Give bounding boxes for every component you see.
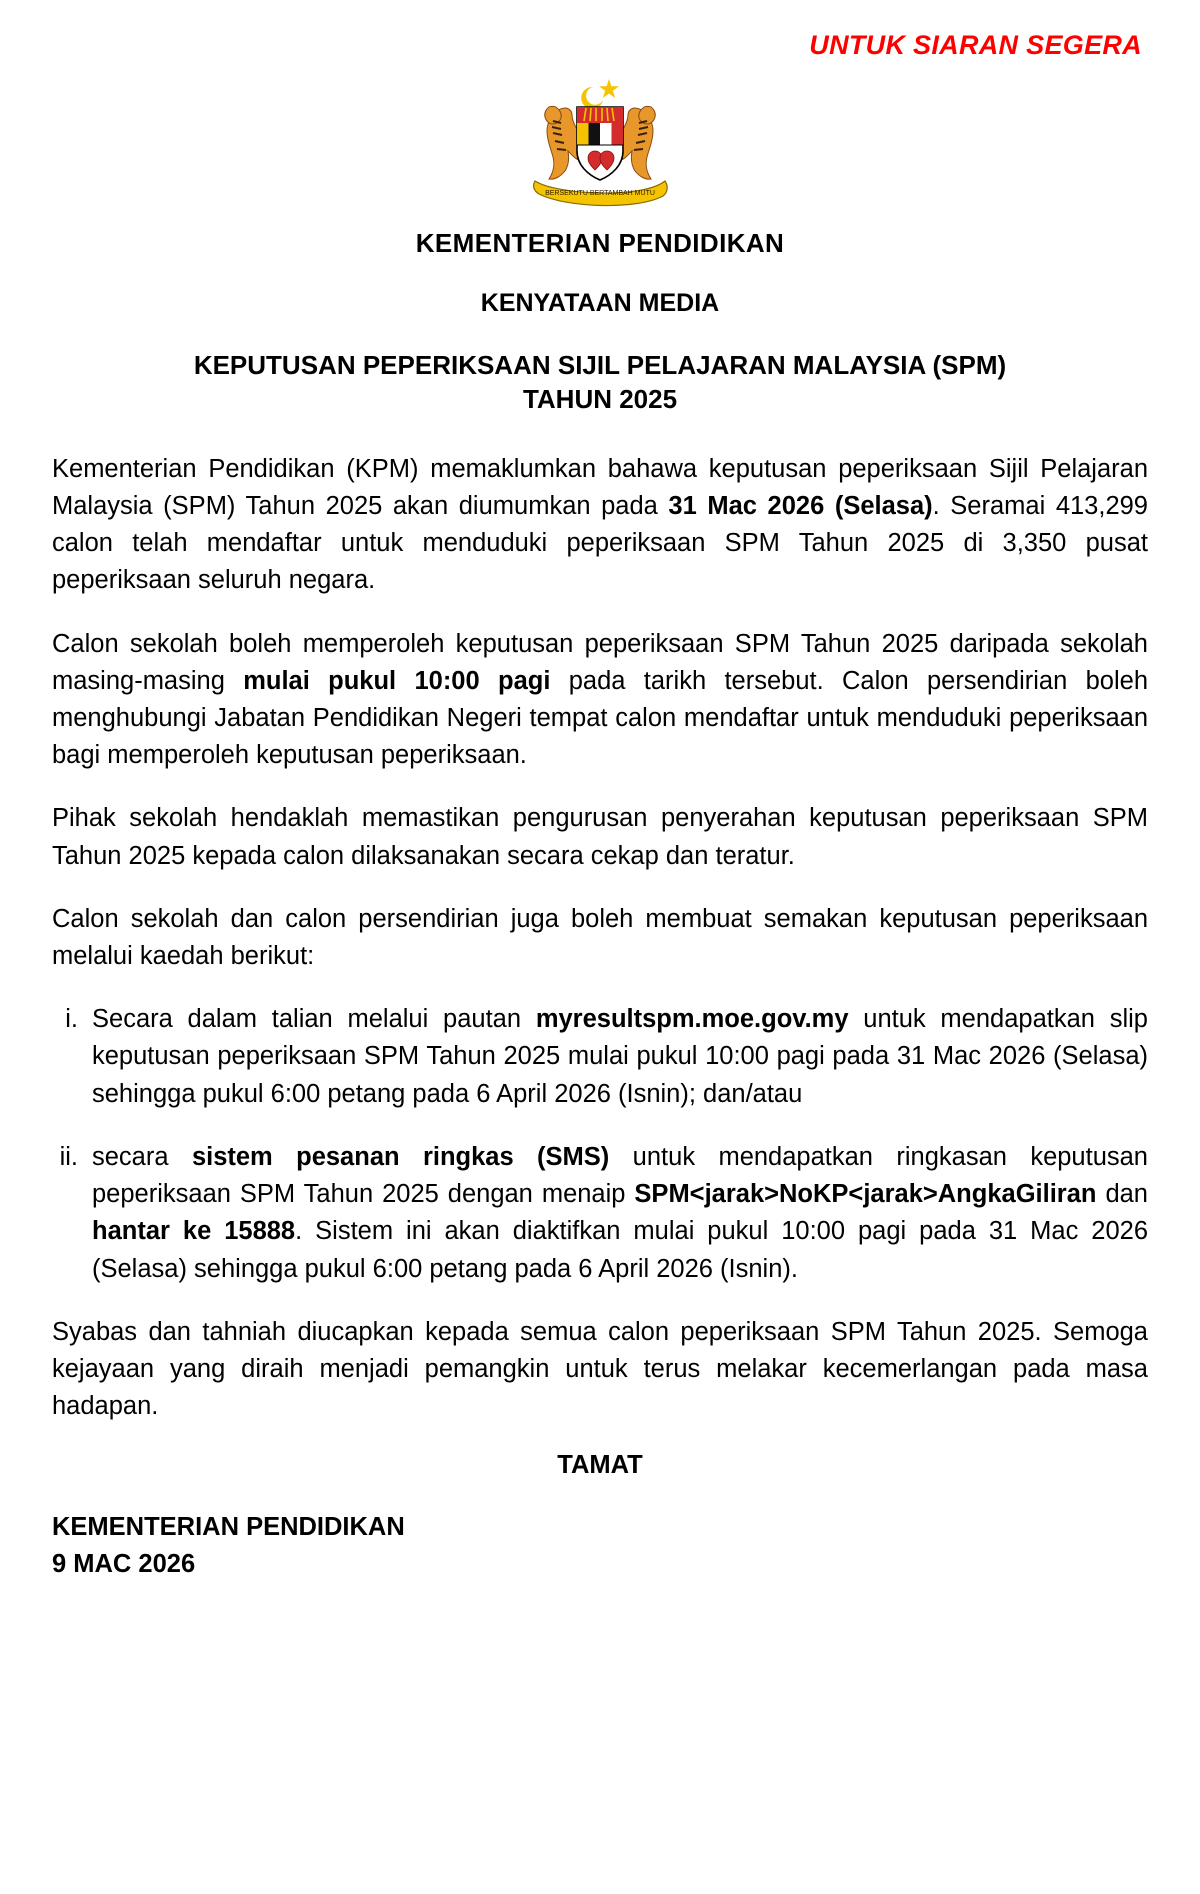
paragraph-school-candidates (52, 626, 1148, 775)
paragraph-announcement (52, 451, 1148, 600)
crest-container (52, 69, 1148, 214)
malaysia-coat-of-arms-icon (485, 69, 715, 214)
li2-part-e: dan (1096, 1180, 1148, 1209)
p2-part-a: Calon sekolah boleh memperoleh keputusan peperiksaan SPM Tahun 2025 daripada sekolah masing-masing (52, 629, 1148, 695)
page-title-line-2: TAHUN 2025 (522, 384, 678, 415)
signoff-organisation: KEMENTERIAN PENDIDIKAN (52, 1513, 405, 1542)
p2-part-c: pada tarikh tersebut. Calon persendirian boleh menghubungi Jabatan Pendidikan Negeri tempat calon mendaftar untuk menduduki peperiksaan bagi memperoleh keputusan peperiksaan. (52, 666, 1148, 770)
li2-format-bold: SPM<jarak>NoKP<jarak>AngkaGiliran (634, 1180, 1097, 1209)
p1-date-bold: 31 Mac 2026 (Selasa) (668, 491, 933, 520)
list-item-online (92, 1001, 1148, 1113)
document-type: KENYATAAN MEDIA (480, 289, 720, 317)
release-banner: UNTUK SIARAN SEGERA (809, 30, 1142, 60)
paragraph-congratulations: Syabas dan tahniah diucapkan kepada semua calon peperiksaan SPM Tahun 2025. Semoga kejayaan yang diraih menjadi pemangkin untuk terus melakar kecemerlangan pada masa hadapan. (52, 1317, 1148, 1421)
document-body (52, 451, 1148, 1582)
li1-part-c: untuk mendapatkan slip keputusan peperiksaan SPM Tahun 2025 mulai pukul 10:00 pagi pada 31 Mac 2026 (Selasa) sehingga pukul 6:00 petang pada 6 April 2026 (Isnin); dan/atau (92, 1005, 1148, 1108)
svg-text:BERSEKUTU BERTAMBAH MUTU: BERSEKUTU BERTAMBAH MUTU (545, 190, 655, 197)
list-item (52, 1001, 1148, 1113)
list-marker-ii: ii. (59, 1142, 78, 1171)
paragraph-check-methods-intro: Calon sekolah dan calon persendirian juga boleh membuat semakan keputusan peperiksaan melalui kaedah berikut: (52, 904, 1148, 971)
signoff-block (52, 1510, 1148, 1581)
p2-time-bold: mulai pukul 10:00 pagi (243, 666, 551, 695)
p1-part-c: . Seramai 413,299 calon telah mendaftar untuk menduduki peperiksaan SPM Tahun 2025 di 3,350 pusat peperiksaan seluruh negara. (52, 491, 1148, 595)
signoff-date: 9 MAC 2026 (52, 1549, 196, 1578)
p1-part-a: Kementerian Pendidikan (KPM) memaklumkan bahawa keputusan peperiksaan Sijil Pelajaran Malaysia (SPM) Tahun 2025 akan diumumkan pada (52, 454, 1148, 520)
li2-part-c: untuk mendapatkan ringkasan keputusan peperiksaan SPM Tahun 2025 dengan menaip (92, 1142, 1148, 1209)
list-item-sms (92, 1139, 1148, 1288)
ministry-name: KEMENTERIAN PENDIDIKAN (415, 228, 785, 258)
end-marker: TAMAT (557, 1451, 643, 1480)
page-title (52, 348, 1148, 417)
li2-shortcode-bold: hantar ke 15888 (92, 1217, 296, 1246)
li2-part-g: . Sistem ini akan diaktifkan mulai pukul 10:00 pagi pada 31 Mac 2026 (Selasa) sehingga pukul 6:00 petang pada 6 April 2026 (Isnin). (92, 1217, 1148, 1283)
list-marker-i: i. (65, 1005, 78, 1034)
page-title-line-1: KEPUTUSAN PEPERIKSAAN SIJIL PELAJARAN MALAYSIA (SPM) (193, 350, 1007, 380)
paragraph-school-management: Pihak sekolah hendaklah memastikan pengurusan penyerahan keputusan peperiksaan SPM Tahun 2025 kepada calon dilaksanakan secara cekap dan teratur. (52, 804, 1148, 870)
li1-url-bold: myresultspm.moe.gov.my (535, 1005, 849, 1034)
li2-part-a: secara (92, 1142, 192, 1171)
check-methods-list (52, 1001, 1148, 1288)
li2-sms-bold: sistem pesanan ringkas (SMS) (191, 1142, 610, 1171)
li1-part-a: Secara dalam talian melalui pautan (92, 1005, 536, 1034)
list-item (52, 1139, 1148, 1288)
